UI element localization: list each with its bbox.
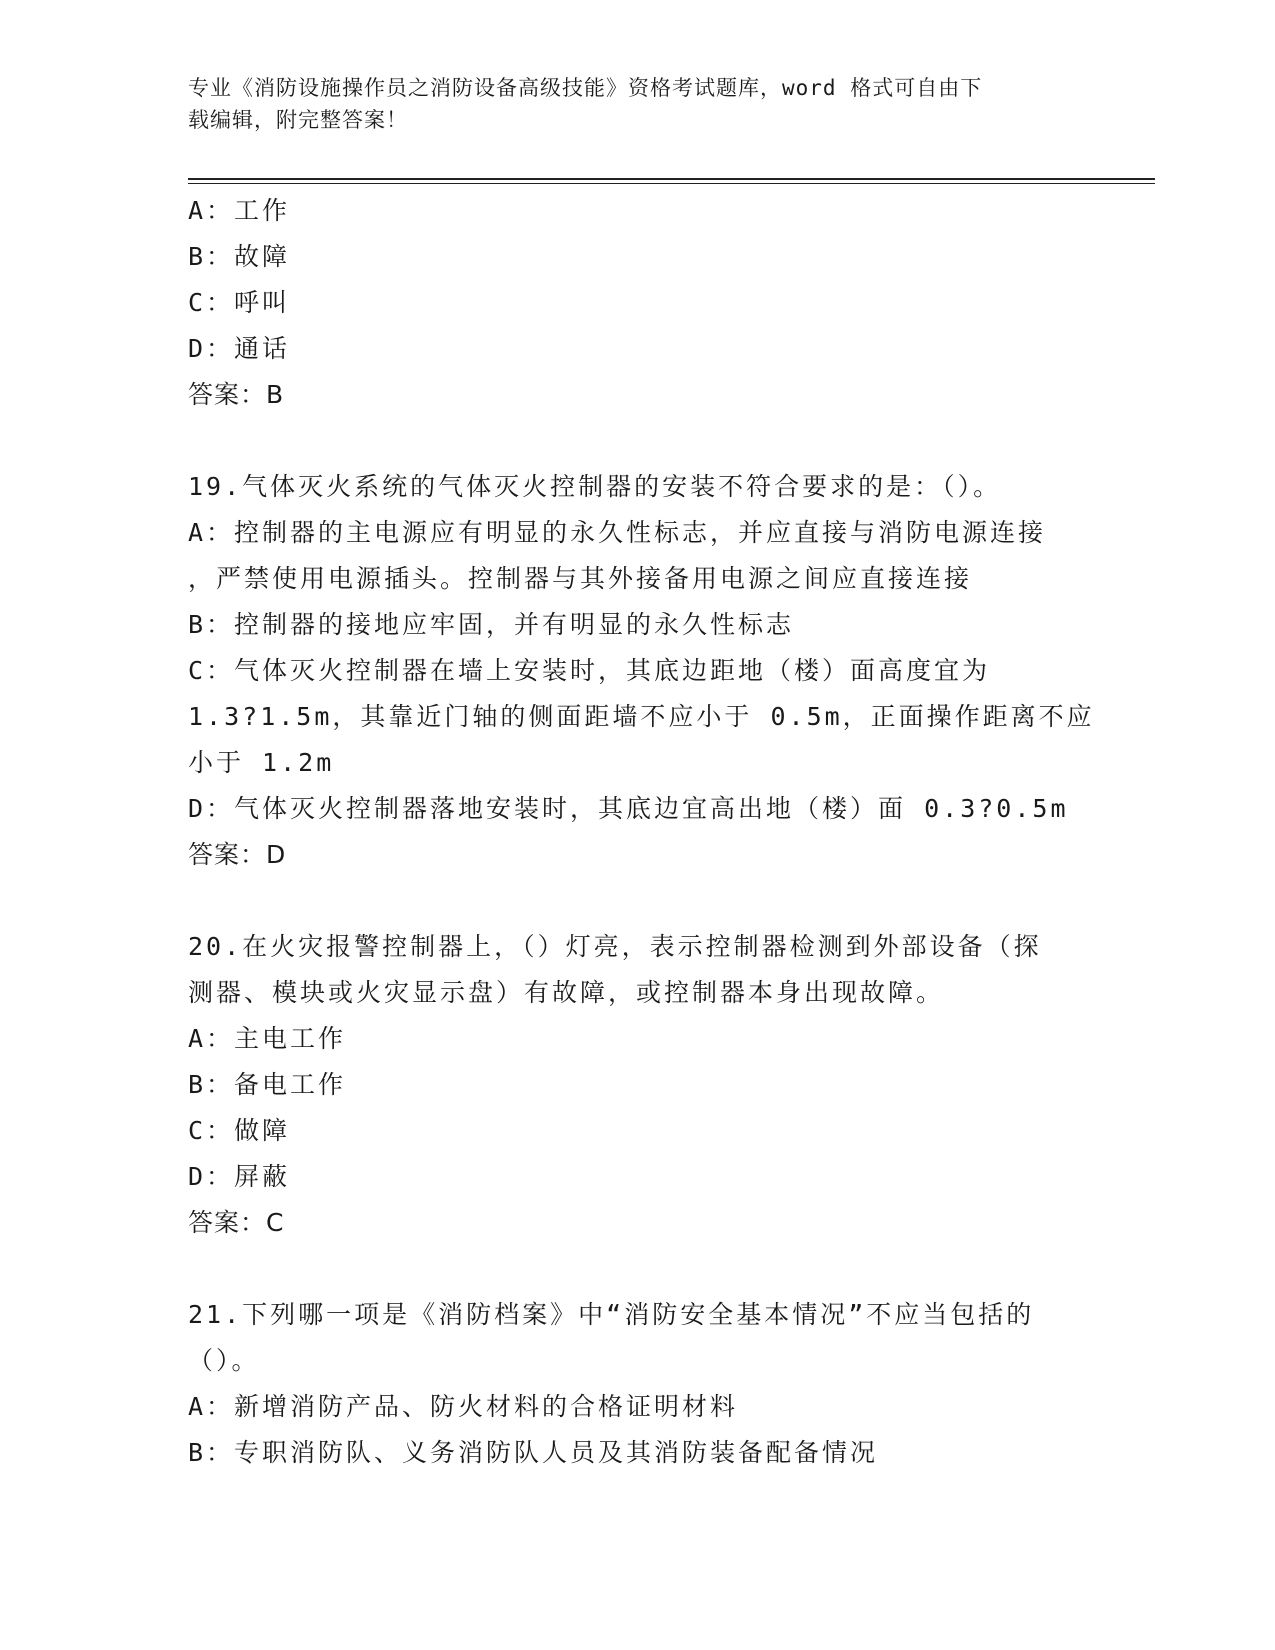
option-b: B：备电工作	[188, 1070, 347, 1099]
header-divider	[188, 178, 1155, 184]
option-c-line-2: 1.3?1.5m，其靠近门轴的侧面距墙不应小于 0.5m，正面操作距离不应	[188, 702, 1095, 731]
question-stem-line-1: 20.在火灾报警控制器上，（）灯亮，表示控制器检测到外部设备（探	[188, 932, 1042, 961]
spacer	[188, 1246, 1088, 1292]
question-19	[188, 464, 1095, 878]
option-a-line-1: A：控制器的主电源应有明显的永久性标志，并应直接与消防电源连接	[188, 518, 1047, 547]
option-d: D：气体灭火控制器落地安装时，其底边宜高出地（楼）面 0.3?0.5m	[188, 794, 1069, 823]
question-stem: 19.气体灭火系统的气体灭火控制器的安装不符合要求的是：（）。	[188, 472, 1002, 501]
option-d: D：通话	[188, 334, 291, 363]
option-a: A：新增消防产品、防火材料的合格证明材料	[188, 1392, 739, 1421]
option-c-line-3: 小于 1.2m	[188, 748, 335, 777]
option-b: B：专职消防队、义务消防队人员及其消防装备配备情况	[188, 1438, 879, 1467]
option-a: A：工作	[188, 196, 291, 225]
header-line-2: 载编辑，附完整答案！	[188, 108, 408, 132]
spacer	[188, 418, 1088, 464]
question-stem-line-2: （）。	[188, 1346, 260, 1375]
question-stem-line-2: 测器、模块或火灾显示盘）有故障，或控制器本身出现故障。	[188, 978, 945, 1007]
option-b: B：控制器的接地应牢固，并有明显的永久性标志	[188, 610, 795, 639]
option-c: C：做障	[188, 1116, 291, 1145]
spacer	[188, 878, 1088, 924]
option-d: D：屏蔽	[188, 1162, 291, 1191]
answer-line: 答案：D	[188, 840, 287, 869]
option-a-line-2: ，严禁使用电源插头。控制器与其外接备用电源之间应直接连接	[188, 564, 973, 593]
option-b: B：故障	[188, 242, 291, 271]
question-21	[188, 1292, 1088, 1476]
answer-line: 答案：C	[188, 1208, 285, 1237]
header-line-1: 专业《消防设施操作员之消防设备高级技能》资格考试题库，word 格式可自由下	[188, 76, 983, 100]
document-header	[188, 72, 1068, 136]
question-stem-line-1: 21.下列哪一项是《消防档案》中“消防安全基本情况”不应当包括的	[188, 1300, 1035, 1329]
option-c-line-1: C：气体灭火控制器在墙上安装时，其底边距地（楼）面高度宜为	[188, 656, 991, 685]
question-20	[188, 924, 1088, 1246]
question-list	[188, 188, 1095, 1476]
option-a: A：主电工作	[188, 1024, 347, 1053]
question-18-continued	[188, 188, 1088, 418]
answer-line: 答案：B	[188, 380, 285, 409]
option-c: C：呼叫	[188, 288, 291, 317]
